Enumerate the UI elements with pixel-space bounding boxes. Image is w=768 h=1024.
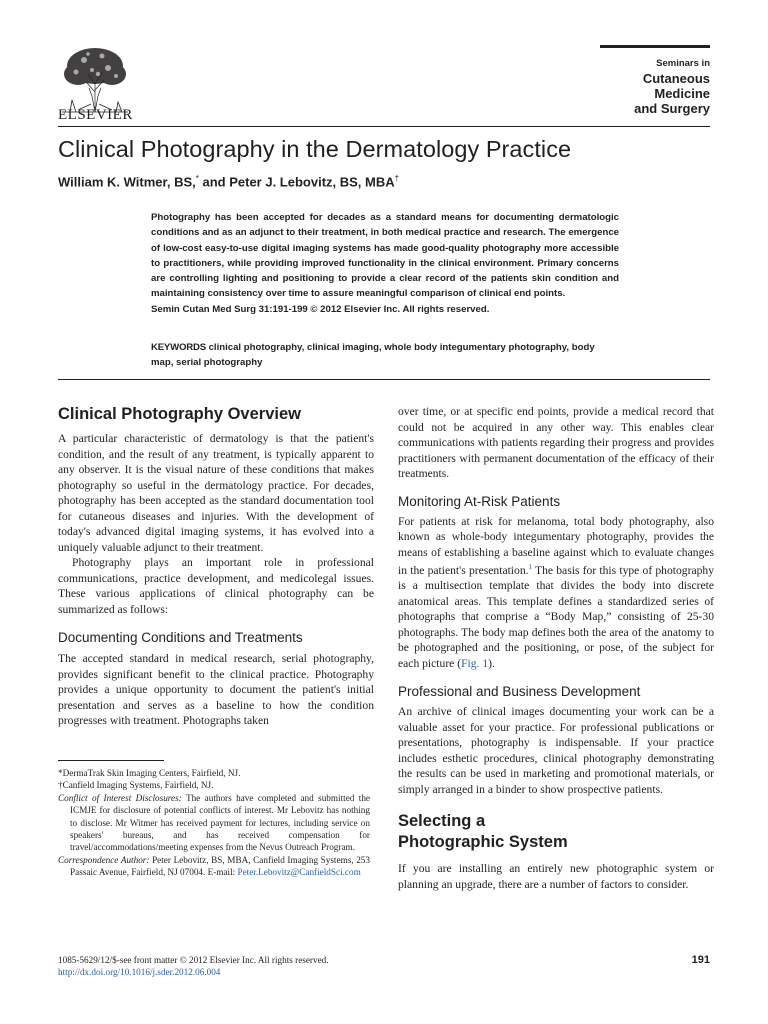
footnote-affiliation-1: *DermaTrak Skin Imaging Centers, Fairfield, NJ. bbox=[58, 768, 241, 778]
paragraph: A particular characteristic of dermatology is that the patient's condition, and the result of any treatment, is typically apparent to any observer. It is the visual nature of these conditions that makes photography so useful in the dermatology practice. For decades, photography has been accepted as the standard documentation tool for cutaneous diseases and injuries. With the development of today's advanced digital imaging systems, it has evolved into a uniquely valuable adjunct to their treatment. bbox=[58, 432, 374, 554]
paragraph: The accepted standard in medical research, serial photography, provides significant benefit to the clinical practice. Photography provides a unique opportunity to document the patient's initial presentation and serves as a baseline to how the condition progresses with treatment. Photographs taken bbox=[58, 652, 374, 727]
journal-title bbox=[598, 56, 710, 116]
journal-title-line4: and Surgery bbox=[634, 101, 710, 116]
page-number: 191 bbox=[691, 954, 710, 966]
section-heading-overview: Clinical Photography Overview bbox=[58, 405, 301, 423]
author-1-mark: * bbox=[195, 174, 199, 183]
reference-link[interactable]: 1 bbox=[528, 563, 533, 571]
doi-link[interactable]: http://dx.doi.org/10.1016/j.sder.2012.06.004 bbox=[58, 967, 221, 978]
keywords-label: KEYWORDS bbox=[151, 342, 206, 353]
copyright-line: 1085-5629/12/$-see front matter © 2012 Elsevier Inc. All rights reserved. bbox=[58, 955, 329, 965]
keywords-text: clinical photography, clinical imaging, whole body integumentary photography, body map, serial photography bbox=[151, 342, 595, 369]
author-2-mark: † bbox=[394, 174, 400, 183]
paragraph: over time, or at specific end points, provide a medical record that could not be acquired in any other way. This enables clear communications with patients regarding their progress and provides practitioners with permanent documentation of the efficacy of their treatments. bbox=[398, 405, 714, 480]
footnotes bbox=[58, 767, 370, 879]
correspondence-label: Correspondence Author: bbox=[58, 854, 150, 865]
paragraph-text: The basis for this type of photography is a multisection template that divides the body into discrete anatomical areas. This template defines a standardized series of photographs that comprise a “Body Map,” consisting of 25-30 photographs. The body map defines both the area of the anatomy to be photographed and the positioning, or pose, of the subject for each picture ( bbox=[398, 563, 714, 670]
subsection-heading-monitoring: Monitoring At-Risk Patients bbox=[398, 493, 561, 509]
publisher-name: ELSEVIER bbox=[58, 107, 133, 123]
subsection-heading-documenting: Documenting Conditions and Treatments bbox=[58, 630, 303, 645]
paragraph: An archive of clinical images documenting your work can be a valuable asset for your practice. For professional publications or presentations, photography is indispensable. If your practice includes esthetic procedures, clinical photography demonstrating the results can be used in marketing and promotional materials, or simply arranged in a binder to show prospective patients. bbox=[398, 705, 714, 796]
author-1: William K. Witmer, BS, bbox=[58, 174, 196, 190]
figure-link[interactable]: Fig. 1 bbox=[461, 656, 489, 670]
paragraph-text: ). bbox=[488, 656, 495, 670]
correspondence-text: Peter Lebovitz, BS, MBA, Canfield Imaging Systems, 253 Passaic Avenue, Fairfield, NJ 07004. E-mail: bbox=[70, 854, 370, 878]
paragraph: Photography plays an important role in professional communications, practice development, and medicolegal issues. These various applications of clinical photography can be summarized as follows: bbox=[58, 556, 374, 616]
journal-title-line1: Seminars in bbox=[656, 58, 710, 69]
header-rule bbox=[58, 126, 710, 127]
author-2: and Peter J. Lebovitz, BS, MBA bbox=[198, 174, 395, 190]
abstract-rule bbox=[58, 379, 710, 380]
footnote-rule bbox=[58, 760, 164, 761]
subsection-heading-professional: Professional and Business Development bbox=[398, 684, 641, 700]
section-heading-selecting bbox=[398, 811, 714, 853]
paragraph: If you are installing an entirely new photographic system or planning an upgrade, there are a number of factors to consider. bbox=[398, 862, 714, 891]
coi-label: Conflict of Interest Disclosures: bbox=[58, 792, 182, 803]
footnote-affiliation-2: †Canfield Imaging Systems, Fairfield, NJ. bbox=[58, 780, 214, 791]
footnote-conflict-of-interest bbox=[58, 792, 370, 854]
abstract-citation: Semin Cutan Med Surg 31:191-199 © 2012 Elsevier Inc. All rights reserved. bbox=[151, 303, 490, 315]
section-heading-line1: Selecting a bbox=[398, 812, 486, 831]
journal-rule bbox=[600, 45, 710, 48]
paragraph-text: For patients at risk for melanoma, total body photography, also known as whole-body integumentary photography, provides the means of establishing a baseline against which to evaluate changes in the patient's presentation. bbox=[398, 514, 714, 577]
journal-title-line2: Cutaneous bbox=[642, 71, 710, 86]
journal-title-line3: Medicine bbox=[654, 86, 710, 101]
keywords bbox=[151, 340, 619, 371]
article-title: Clinical Photography in the Dermatology Practice bbox=[58, 136, 572, 162]
author-line bbox=[58, 174, 399, 189]
coi-text: The authors have completed and submitted the ICMJE for disclosure of potential conflicts of interest. Mr Lebovitz has nothing to disclose. Mr Witmer has received payment for lectures, including service on speakers' bureaus, and has received compensation for travel/accommodations/meeting expenses from the Nevus Outreach Program. bbox=[70, 792, 370, 853]
section-heading-line2: Photographic System bbox=[398, 833, 568, 852]
footnote-correspondence bbox=[58, 854, 370, 879]
abstract-text: Photography has been accepted for decades as a standard means for documenting dermatologic conditions and as an adjunct to their treatment, in both medical practice and research. The emergence of low-cost easy-to-use digital imaging systems has made good-quality photography more accessible to practitioners, while providing improved functionality in the clinical environment. Primary concerns are controlling lighting and positioning to provide a clear record of the patients skin condition and maintaining consistency over time to assure meaningful comparison of clinical end points. bbox=[151, 212, 619, 300]
left-column bbox=[58, 404, 374, 729]
abstract bbox=[151, 210, 619, 317]
right-column bbox=[398, 404, 714, 892]
correspondence-email-link[interactable]: Peter.Lebovitz@CanfieldSci.com bbox=[237, 867, 361, 878]
page-footer bbox=[58, 954, 388, 979]
paragraph bbox=[398, 514, 714, 672]
